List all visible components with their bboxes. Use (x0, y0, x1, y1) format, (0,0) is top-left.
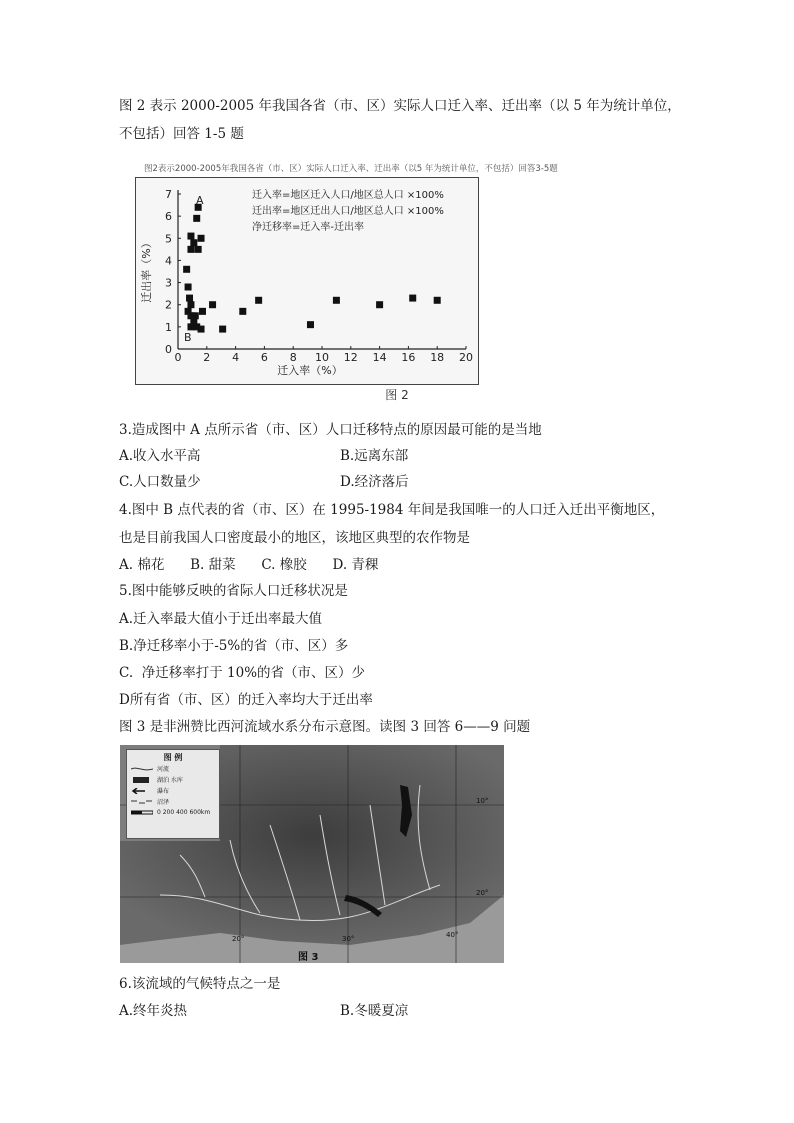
y-tick-label: 0 (165, 343, 172, 356)
q3-stem: 3.造成图中 A 点所示省（市、区）人口迁移特点的原因最可能的是当地 (119, 422, 542, 438)
x-tick-label: 10 (315, 351, 329, 364)
formula-net-rate: 净迁移率=迁入率-迁出率 (252, 222, 364, 233)
q4-options: A. 棉花 B. 甜菜 C. 橡胶 D. 青稞 (119, 557, 379, 573)
lon-label-20: 20° (232, 935, 245, 943)
q3-option-c: C.人口数量少 (119, 474, 201, 490)
figure2-label: 图 2 (385, 388, 409, 402)
y-tick-label: 4 (165, 254, 172, 268)
y-tick-label: 1 (165, 320, 172, 334)
lat-label-20: 20° (476, 889, 489, 897)
legend-river: 河流 (127, 763, 219, 774)
x-tick-label: 18 (430, 351, 445, 364)
x-tick-label: 8 (289, 351, 297, 364)
scale-bar-icon (131, 810, 153, 816)
q5-option-a: A.迁入率最大值小于迁出率最大值 (119, 611, 323, 627)
legend-scale: 0 200 400 600km (127, 807, 219, 818)
y-axis-label: 迁出率（%） (140, 237, 153, 303)
intro-line-2: 不包括）回答 1-5 题 (119, 126, 244, 142)
data-point (195, 246, 202, 253)
figure3-intro: 图 3 是非洲赞比西河流域水系分布示意图。读图 3 回答 6——9 问题 (119, 719, 531, 735)
data-point (333, 297, 340, 304)
legend-lake: 湖泊 水库 (127, 774, 219, 785)
river-symbol-icon (131, 766, 153, 772)
data-point (187, 233, 194, 240)
figure2-caption: 图2表示2000-2005年我国各省（市、区）实际人口迁入率、迁出率（以5 年为统计单位，不包括）回答3-5题 (144, 164, 558, 174)
data-point (434, 297, 441, 304)
lake-symbol-icon (131, 777, 153, 783)
data-point (255, 297, 262, 304)
data-point (186, 295, 193, 302)
x-tick-label: 12 (343, 351, 358, 364)
x-tick-label: 14 (372, 351, 387, 364)
y-tick-label: 3 (165, 276, 172, 290)
q5-stem: 5.图中能够反映的省际人口迁移状况是 (119, 583, 348, 599)
data-point (187, 246, 194, 253)
lon-label-40: 40° (446, 931, 459, 939)
x-tick-label: 4 (232, 351, 240, 364)
y-tick-label: 7 (165, 188, 172, 201)
data-point (183, 266, 190, 273)
data-point (199, 308, 206, 315)
map-legend (126, 749, 220, 839)
data-point (219, 326, 226, 333)
legend-swamp: 沼泽 (127, 796, 219, 807)
q3-option-a: A.收入水平高 (119, 448, 201, 464)
data-point (376, 301, 383, 308)
x-axis-label: 迁入率（%） (277, 364, 343, 377)
formula-out-rate: 迁出率=地区迁出人口/地区总人口 ×100% (252, 206, 444, 217)
q6-option-a: A.终年炎热 (119, 1003, 188, 1019)
scatter-svg (136, 178, 478, 384)
data-point (198, 235, 205, 242)
point-a-label: A (196, 194, 204, 207)
data-point (187, 301, 194, 308)
x-tick-label: 20 (459, 351, 473, 364)
x-tick-label: 16 (401, 351, 416, 364)
y-tick-label: 6 (165, 210, 172, 224)
data-point (190, 239, 197, 246)
swamp-symbol-icon (131, 799, 153, 805)
x-tick-label: 6 (260, 351, 268, 364)
data-point (198, 326, 205, 333)
intro-line-1: 图 2 表示 2000-2005 年我国各省（市、区）实际人口迁入率、迁出率（以 5 年为统计单位， (119, 98, 681, 114)
zambezi-basin-map (120, 745, 504, 963)
lat-label-10: 10° (476, 797, 489, 805)
data-point (185, 284, 192, 291)
data-point (239, 308, 246, 315)
q5-option-d: D所有省（市、区）的迁入率均大于迁出率 (119, 692, 373, 708)
q4-stem-2: 也是目前我国人口密度最小的地区，该地区典型的农作物是 (119, 530, 470, 546)
q5-option-b: B.净迁移率小于-5%的省（市、区）多 (119, 638, 349, 654)
point-b-label: B (184, 331, 192, 344)
formula-in-rate: 迁入率=地区迁入人口/地区总人口 ×100% (252, 190, 444, 201)
figure3-label: 图 3 (298, 952, 319, 963)
y-tick-label: 5 (165, 232, 172, 246)
q5-option-c: C. 净迁移率打于 10%的省（市、区）少 (119, 665, 366, 681)
legend-waterfall: 瀑布 (127, 785, 219, 796)
data-point (307, 321, 314, 328)
data-point (193, 215, 200, 222)
waterfall-symbol-icon (131, 788, 153, 794)
legend-title: 图 例 (163, 753, 183, 762)
data-point (209, 301, 216, 308)
figure2-scatter-chart (135, 177, 479, 385)
q3-option-d: D.经济落后 (340, 474, 409, 490)
lon-label-30: 30° (342, 935, 355, 943)
y-tick-label: 2 (165, 298, 172, 312)
q4-stem-1: 4.图中 B 点代表的省（市、区）在 1995-1984 年间是我国唯一的人口迁入迁出平衡地区， (119, 502, 665, 518)
x-tick-label: 0 (174, 351, 182, 364)
data-point (192, 312, 199, 319)
data-point (409, 295, 416, 302)
q6-option-b: B.冬暖夏凉 (340, 1003, 409, 1019)
q3-option-b: B.远离东部 (340, 448, 409, 464)
x-tick-label: 2 (203, 351, 211, 364)
q6-stem: 6.该流域的气候特点之一是 (119, 976, 281, 992)
